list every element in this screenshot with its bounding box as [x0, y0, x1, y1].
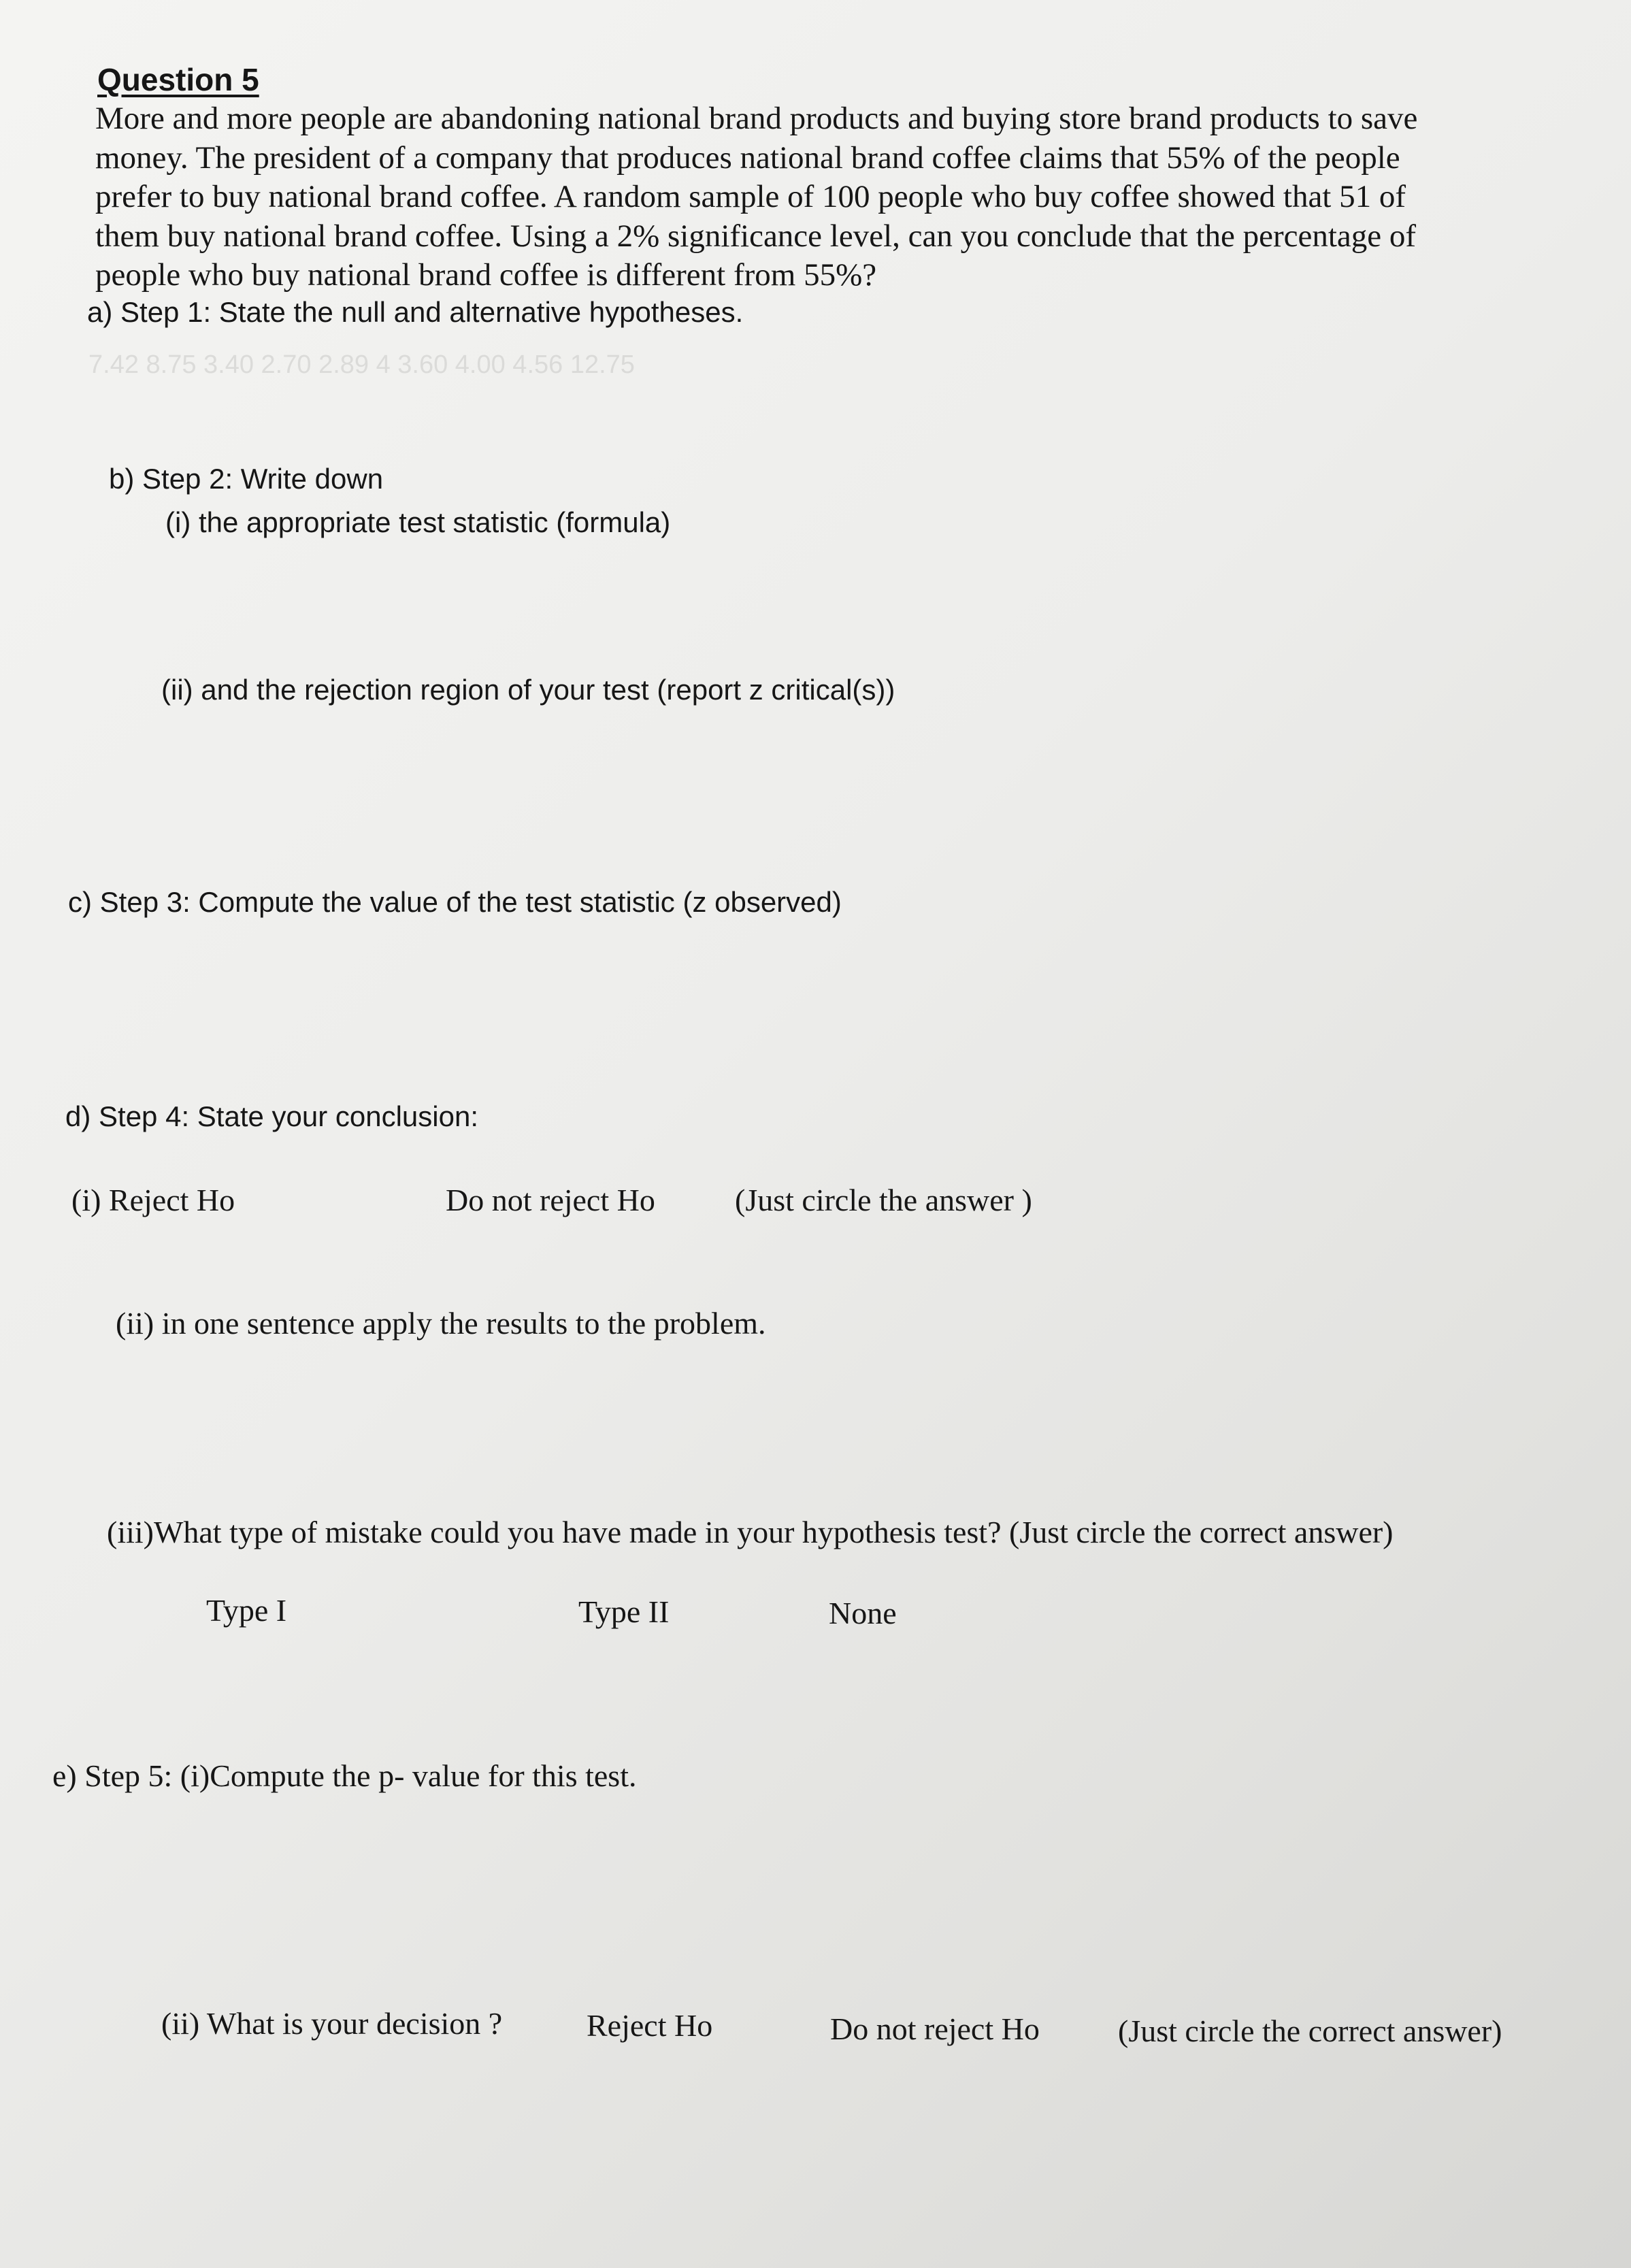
question-title: Question 5 — [97, 62, 259, 97]
part-c-step-3: c) Step 3: Compute the value of the test statistic (z observed) — [68, 886, 842, 918]
paragraph-line: people who buy national brand coffee is different from 55%? — [95, 257, 877, 293]
part-d-iii: (iii)What type of mistake could you have made in your hypothesis test? (Just circle the correct answer) — [107, 1515, 1394, 1549]
part-e-ii-prompt: (ii) What is your decision ? — [161, 2006, 503, 2041]
part-d-step-4: d) Step 4: State your conclusion: — [65, 1100, 479, 1132]
part-a-step-1: a) Step 1: State the null and alternative hypotheses. — [87, 296, 744, 328]
paragraph-line: More and more people are abandoning national brand products and buying store brand products to save — [95, 101, 1418, 136]
none-option[interactable]: None — [829, 1596, 897, 1630]
e-ii-circle-note: (Just circle the correct answer) — [1118, 2014, 1502, 2048]
paragraph-line: prefer to buy national brand coffee. A random sample of 100 people who buy coffee showed that 51 of — [95, 179, 1406, 214]
type-ii-option[interactable]: Type II — [578, 1594, 670, 1629]
question-paragraph — [95, 99, 1417, 295]
part-d-ii: (ii) in one sentence apply the results to the problem. — [116, 1306, 766, 1341]
d-i-reject-ho-option[interactable]: (i) Reject Ho — [71, 1183, 235, 1217]
paragraph-line: money. The president of a company that produces national brand coffee claims that 55% of the people — [95, 139, 1400, 176]
e-ii-reject-ho-option[interactable]: Reject Ho — [587, 2008, 713, 2043]
d-i-do-not-reject-ho-option[interactable]: Do not reject Ho — [446, 1183, 655, 1217]
part-e-step-5: e) Step 5: (i)Compute the p- value for this test. — [52, 1758, 637, 1793]
part-b-i: (i) the appropriate test statistic (formula) — [165, 506, 671, 538]
d-i-circle-note: (Just circle the answer ) — [735, 1183, 1032, 1217]
bleed-through-marks: 7.42 8.75 3.40 2.70 2.89 4 3.60 4.00 4.56 12.75 — [88, 350, 635, 379]
part-b-step-2: b) Step 2: Write down — [109, 463, 384, 495]
paragraph-line: them buy national brand coffee. Using a 2% significance level, can you conclude that the percentage of — [95, 218, 1417, 254]
e-ii-do-not-reject-ho-option[interactable]: Do not reject Ho — [830, 2011, 1040, 2046]
type-i-option[interactable]: Type I — [206, 1593, 287, 1628]
part-b-ii: (ii) and the rejection region of your test (report z critical(s)) — [161, 674, 895, 706]
